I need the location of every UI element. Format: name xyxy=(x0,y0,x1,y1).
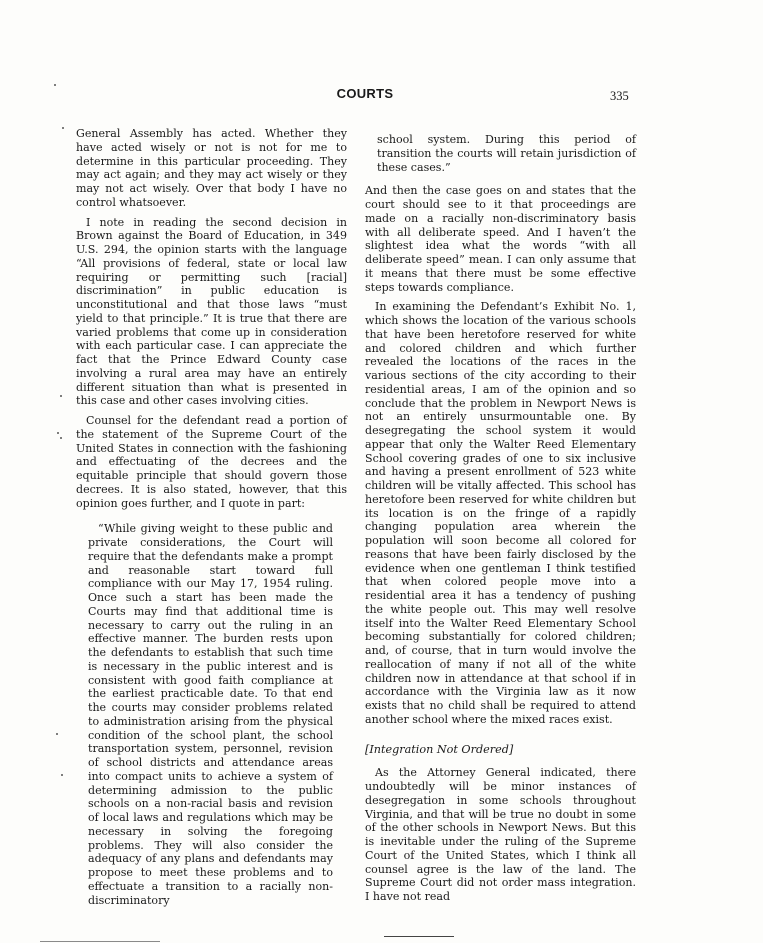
paragraph: I note in reading the second decision in Brown against the Board of Education, in 349 U.S. 294, the opinion starts with the language “All provisions of federal, state or local law requiring or permitting such [racial] discrimination” in public education is unconstitutional and that those laws “must yield to that principle.” It is true that there are varied problems that come up in consideration with each particular case. I can appreciate the fact that the Prince Edward County case involving a rural area may have an entirely different situation than what is presented in this case and other cases involving cities. xyxy=(76,215,347,408)
scan-speck xyxy=(54,84,56,86)
paragraph: In examining the Defendant’s Exhibit No. 1, which shows the location of the various schools that have been heretofore reserved for white and colored children and which further revealed the locations of the races in the various sections of the city according to their residential areas, I am of the opinion and so conclude that the problem in Newport News is not an entirely unsurmountable one. By desegregating the school system it would appear that only the Walter Reed Elementary School covering grades of one to six inclusive and having a present enrollment of 523 white children will be vitally affected. This school has heretofore been reserved for white children but its location is on the fringe of a rapidly changing population area wherein the population will soon become all colored for reasons that have been fairly disclosed by the evidence when one gentleman I think testified that when colored people move into a residential area it has a tendency of pushing the white people out. This may well resolve itself into the Walter Reed Elementary School becoming substantially for colored children; and, of course, that in turn would involve the reallocation of many if not all of the white children now in attendance at that school if in accordance with the Virginia law as it now exists that no child shall be required to attend another school where the mixed races exist. xyxy=(365,300,636,726)
running-header-title: COURTS xyxy=(336,86,394,101)
left-column xyxy=(76,127,347,907)
section-subheading: [Integration Not Ordered] xyxy=(365,742,514,756)
paragraph: General Assembly has acted. Whether they have acted wisely or not is not for me to determine in this particular proceeding. They may act again; and they may act wisely or they may not act wisely. Over that body I have no control whatsoever. xyxy=(76,127,347,209)
scan-speck xyxy=(56,733,58,735)
scan-edge-mark xyxy=(384,936,454,937)
block-quote xyxy=(88,522,333,907)
scan-speck xyxy=(61,774,63,776)
quote-text: “While giving weight to these public and private considerations, the Court will require that the defendants make a prompt and reasonable start toward full compliance with our May 17, 1954 ruling. Once such a start has been made the Courts may find that additional time is necessary to carry out the ruling in an effective manner. The burden rests upon the defendants to establish that such time is necessary in the public interest and is consistent with good faith compliance at the earliest practicable date. To that end the courts may consider problems related to administration arising from the physical condition of the school plant, the school transportation system, personnel, revision of school districts and attendance areas into compact units to achieve a system of determining admission to the public schools on a non-racial basis and revision of local laws and regulations which may be necessary in solving the foregoing problems. They will also consider the adequacy of any plans and defendants may propose to meet these problems and to effectuate a transition to a racially non-discriminatory xyxy=(88,522,333,907)
scan-speck xyxy=(62,127,64,129)
scan-speck xyxy=(57,432,59,434)
page-number: 335 xyxy=(610,89,629,103)
scan-speck xyxy=(60,395,62,397)
paragraph: And then the case goes on and states that the court should see to it that proceedings are made on a racially non-discriminatory basis with all deliberate speed. And I haven’t the slightest idea what the words “with all deliberate speed” mean. I can only assume that it means that there must be some effective steps towards compliance. xyxy=(365,184,636,294)
scan-speck xyxy=(60,437,62,439)
right-column xyxy=(365,133,636,910)
scan-edge-mark xyxy=(40,941,160,942)
paragraph: As the Attorney General indicated, there undoubtedly will be minor instances of desegregation in some schools throughout Virginia, and that will be true no doubt in some of the other schools in Newport News. But this is inevitable under the ruling of the Supreme Court of the United States, which I think all counsel agree is the law of the land. The Supreme Court did not order mass integration. I have not read xyxy=(365,766,636,903)
paragraph: Counsel for the defendant read a portion of the statement of the Supreme Court of the United States in connection with the fashioning and effectuating of the decrees and the equitable principle that should govern those decrees. It is also stated, however, that this opinion goes further, and I quote in part: xyxy=(76,414,347,510)
quote-continuation: school system. During this period of transition the courts will retain jurisdiction of these cases.” xyxy=(377,133,636,174)
